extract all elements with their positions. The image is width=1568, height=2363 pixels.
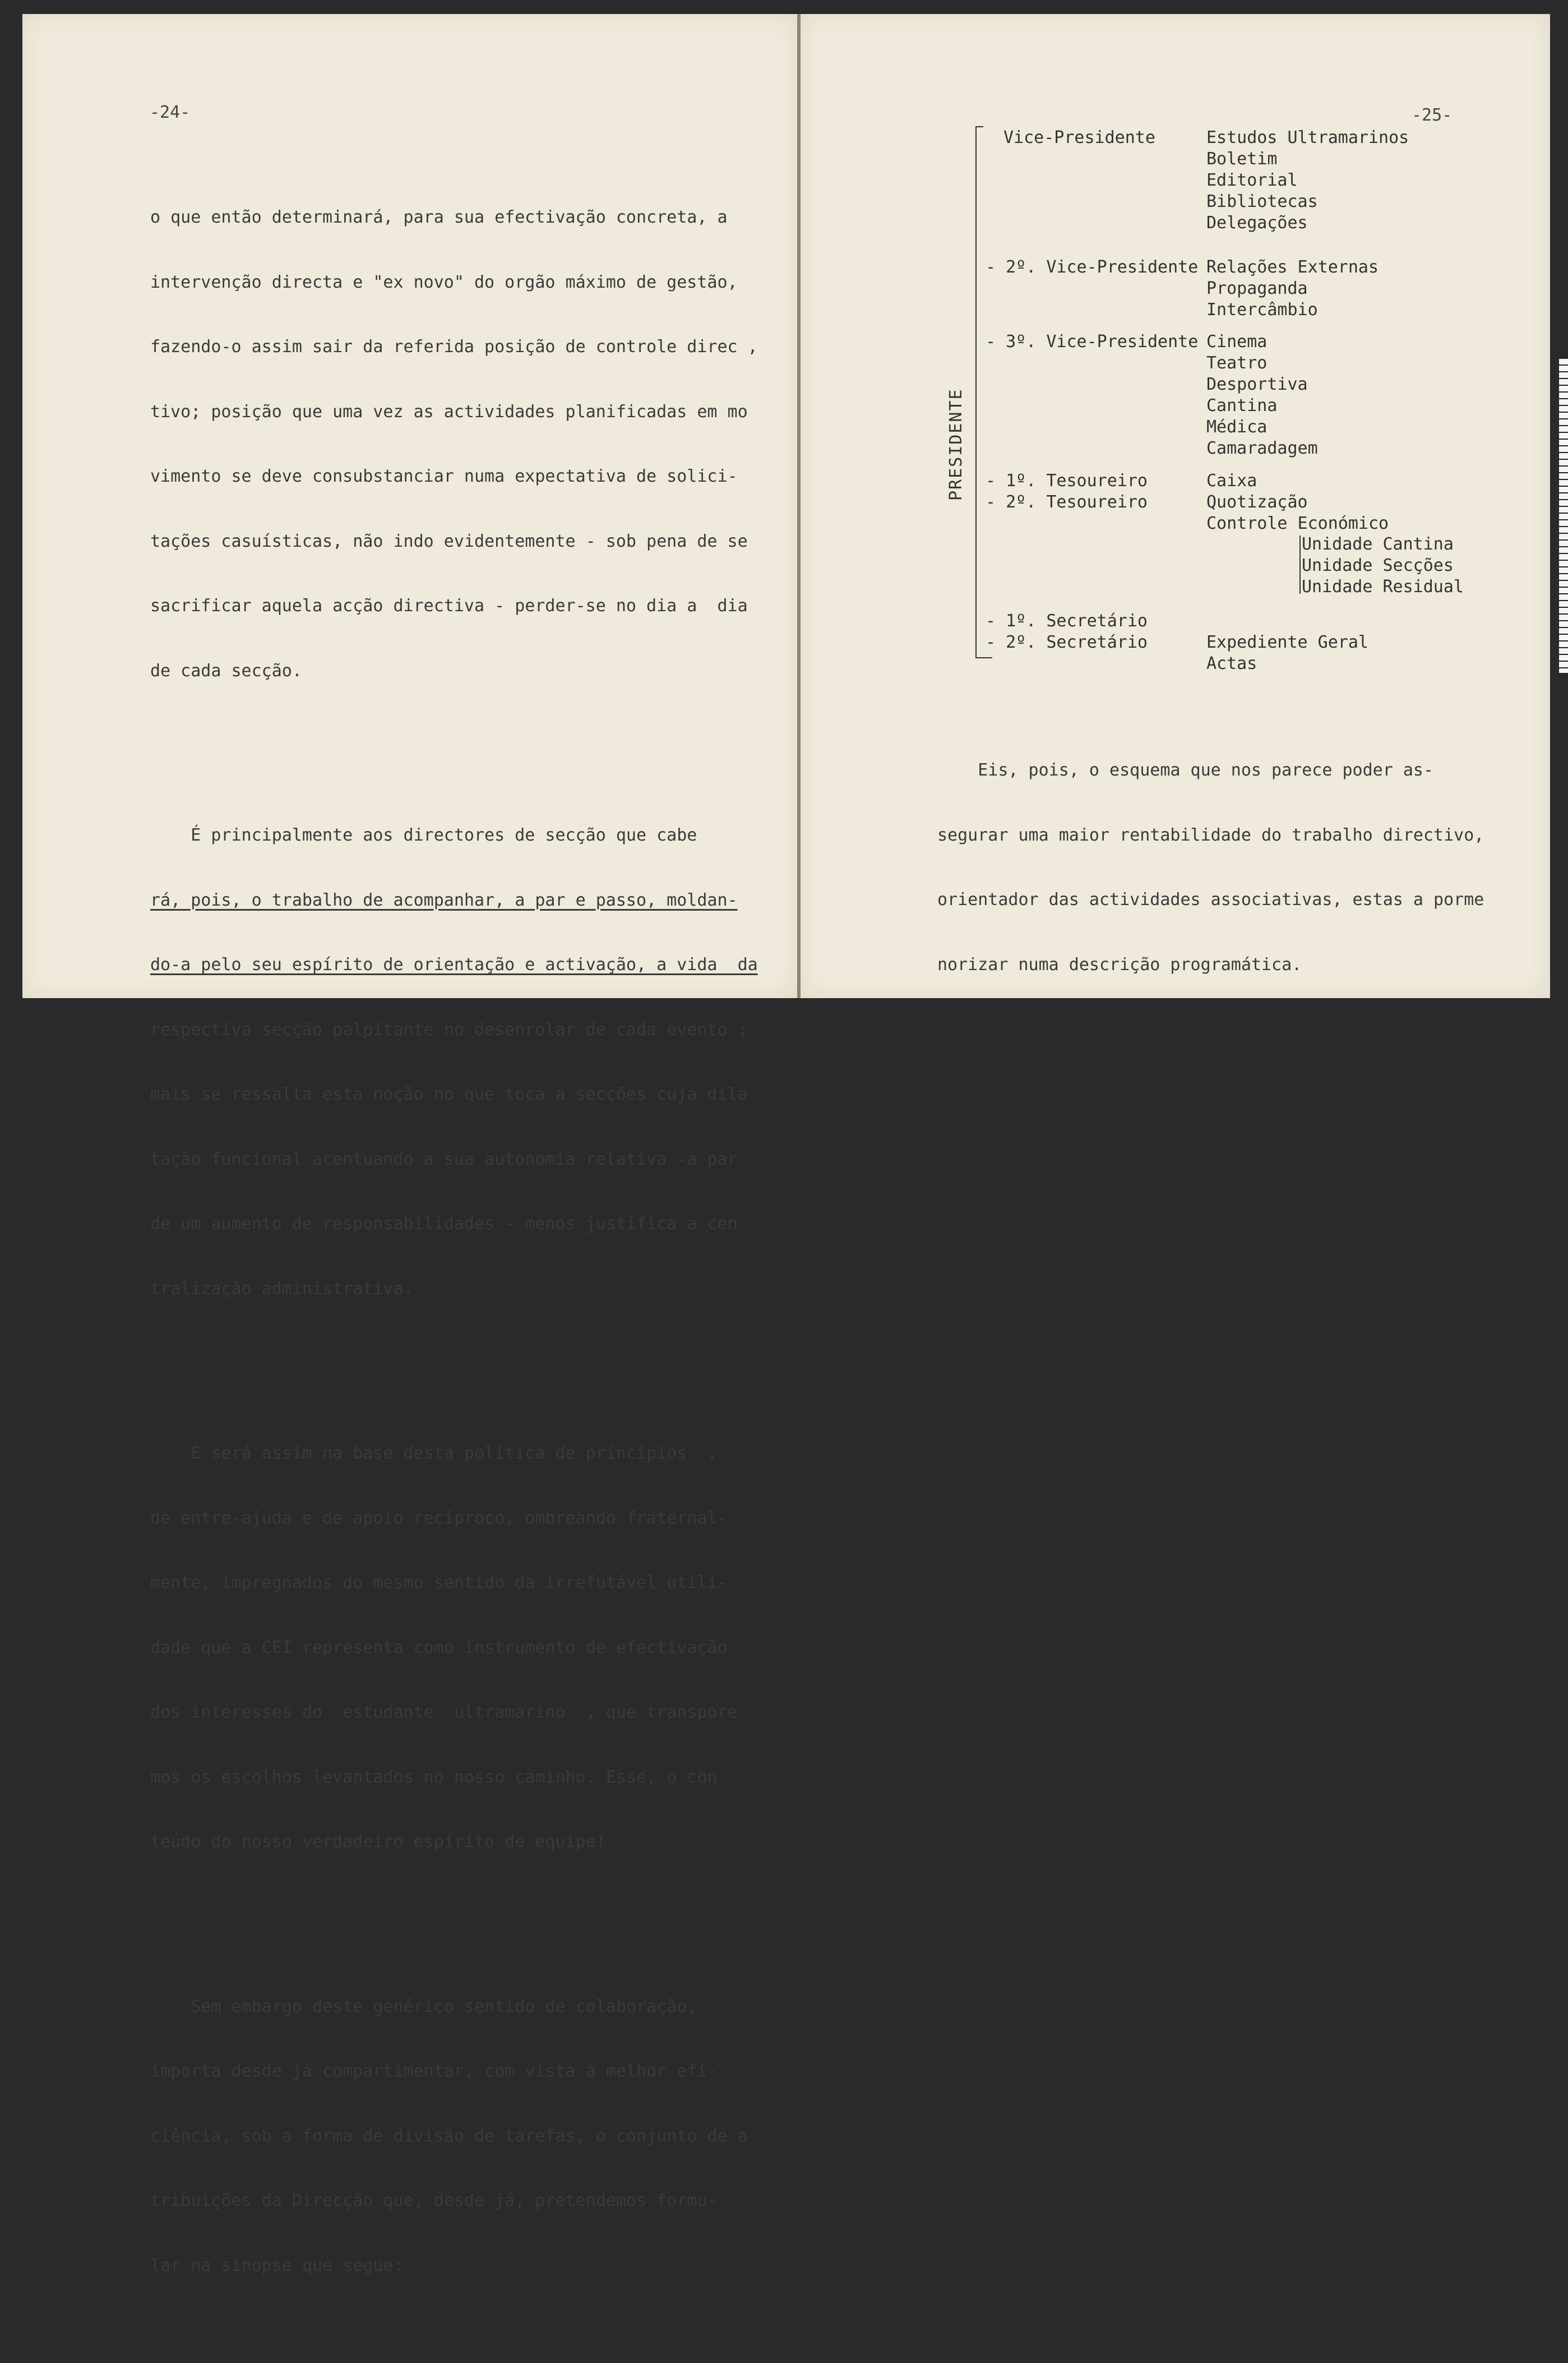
- org-unit: Unidade Secções: [1302, 556, 1454, 575]
- scale-ruler: [1559, 359, 1568, 673]
- role-2-vice-presidente: - 2º. Vice-Presidente: [986, 257, 1199, 277]
- role-vice-presidente: Vice-Presidente: [1003, 128, 1155, 147]
- org-chart-bracket: [975, 126, 977, 657]
- org-unit: Unidade Residual: [1302, 577, 1464, 597]
- role-label: 1º. Secretário: [1006, 611, 1148, 631]
- text-line: vimento se deve consubstanciar numa expectativa de solici-: [150, 467, 738, 486]
- org-item: Intercâmbio: [1206, 300, 1318, 320]
- page-number: -25-: [1412, 105, 1453, 125]
- text-line: de entre-ajuda e de apoio recíproco, ombreando fraternal-: [150, 1508, 728, 1528]
- org-item: Caixa: [1206, 471, 1257, 491]
- text-line: de cada secção.: [150, 661, 302, 681]
- role-label: 3º. Vice-Presidente: [1006, 332, 1199, 352]
- org-item: Propaganda: [1206, 279, 1308, 298]
- text-line: tribuições da Direcção que, desde já, pretendemos formu-: [150, 2191, 718, 2210]
- text-line: de um aumento de responsabilidades - menos justifica a cen: [150, 1214, 738, 1234]
- text-line: lar na sinopse que segue:: [150, 2255, 404, 2276]
- role-label: 2º. Tesoureiro: [1006, 492, 1148, 512]
- org-item: Quotização: [1206, 492, 1308, 512]
- role-3-vice-presidente: - 3º. Vice-Presidente: [986, 332, 1199, 352]
- text-line: ciência, sob a forma de divisão de tarefas, o conjunto de a: [150, 2126, 748, 2146]
- org-item: Cinema: [1206, 332, 1268, 352]
- org-item: Actas: [1206, 654, 1257, 673]
- role-2-secretario: - 2º. Secretário: [986, 633, 1148, 652]
- role-label: 2º. Vice-Presidente: [1006, 257, 1199, 277]
- text-line: segurar uma maior rentabilidade do trabalho directivo,: [937, 825, 1484, 845]
- text-line: tações casuísticas, não indo evidentemente - sob pena de se: [150, 531, 748, 551]
- org-item: Desportiva: [1206, 375, 1308, 394]
- open-book: [22, 14, 1550, 2276]
- text-line: orientador das actividades associativas, estas a porme: [937, 890, 1484, 910]
- text-line: É principalmente aos directores de secção que cabe: [150, 825, 697, 845]
- text-line: mente, impregnados do mesmo sentido da irrefutável utili-: [150, 1573, 728, 1593]
- text-line-underlined: rá, pois, o trabalho de acompanhar, a par e passo, moldan-: [150, 890, 738, 910]
- text-line: tralização administrativa.: [150, 1279, 414, 1299]
- org-chart-bracket-top: [975, 126, 983, 127]
- text-line: teúdo do nosso verdadeiro espírito de equipe!: [150, 1832, 606, 1852]
- org-item: Boletim: [1206, 149, 1278, 169]
- text-line: dos interesses do estudante ultramarino , que transpore: [150, 1702, 738, 1722]
- text-line-underlined: do-a pelo seu espírito de orientação e activação, a vida da: [150, 955, 758, 975]
- role-1-tesoureiro: - 1º. Tesoureiro: [986, 471, 1148, 491]
- text-line: Eis, pois, o esquema que nos parece poder as-: [937, 760, 1434, 780]
- text-line: importa desde já compartimentar, com vista à melhor efi-: [150, 2061, 718, 2081]
- left-page: [22, 14, 797, 2276]
- text-line: norizar numa descrição programática.: [937, 954, 1302, 975]
- paragraph-1: [150, 164, 758, 725]
- closing-paragraph: [937, 717, 1484, 1019]
- paragraph-4: [150, 1953, 758, 2320]
- text-line: tação funcional acentuando a sua autonomia relativa -a par: [150, 1149, 738, 1169]
- role-1-secretario: - 1º. Secretário: [986, 611, 1148, 631]
- text-line: Sem embargo deste genérico sentido de colaboração,: [150, 1996, 697, 2016]
- role-label: 2º. Secretário: [1006, 633, 1148, 652]
- org-item: Controle Económico: [1206, 514, 1389, 533]
- right-page: [801, 14, 1550, 998]
- text-line: respectiva secção palpitante no desenrolar de cada evento ;: [150, 1019, 748, 1040]
- org-unit: Unidade Cantina: [1302, 534, 1454, 554]
- text-line: sacrificar aquela acção directiva - perder-se no dia a dia: [150, 596, 748, 616]
- text-line: mais se ressalta esta noção no que toca a secções cuja dila: [150, 1084, 748, 1104]
- president-label: PRESIDENTE: [946, 388, 966, 501]
- text-line: intervenção directa e "ex novo" do orgão máximo de gestão,: [150, 272, 738, 292]
- paragraph-3: [150, 1400, 758, 1896]
- page-number: -24-: [150, 103, 191, 122]
- org-item: Médica: [1206, 417, 1268, 437]
- text-line: fazendo-o assim sair da referida posição de controle direc ,: [150, 337, 758, 357]
- org-item: Estudos Ultramarinos: [1206, 128, 1409, 147]
- text-line: mos os escolhos levantados no nosso caminho. Esse, o con: [150, 1767, 718, 1787]
- left-page-body: [150, 121, 758, 2363]
- org-item: Teatro: [1206, 353, 1268, 373]
- org-item: Camaradagem: [1206, 439, 1318, 458]
- units-bracket: [1299, 536, 1301, 594]
- text-line: tivo; posição que uma vez as actividades planificadas em mo: [150, 401, 748, 422]
- text-line: o que então determinará, para sua efectivação concreta, a: [150, 207, 728, 227]
- org-item: Editorial: [1206, 170, 1298, 190]
- org-item: Bibliotecas: [1206, 192, 1318, 211]
- text-line: dade que a CEI representa como instrumento de efectivação: [150, 1637, 728, 1658]
- org-chart-bracket-bottom: [975, 657, 992, 658]
- org-item: Expediente Geral: [1206, 633, 1368, 652]
- org-item: Relações Externas: [1206, 257, 1379, 277]
- org-item: Delegações: [1206, 213, 1308, 233]
- role-label: 1º. Tesoureiro: [1006, 471, 1148, 491]
- paragraph-2: [150, 782, 758, 1343]
- org-item: Cantina: [1206, 396, 1278, 416]
- role-2-tesoureiro: - 2º. Tesoureiro: [986, 492, 1148, 512]
- text-line: É será assim na base desta política de princípios ,: [150, 1443, 718, 1463]
